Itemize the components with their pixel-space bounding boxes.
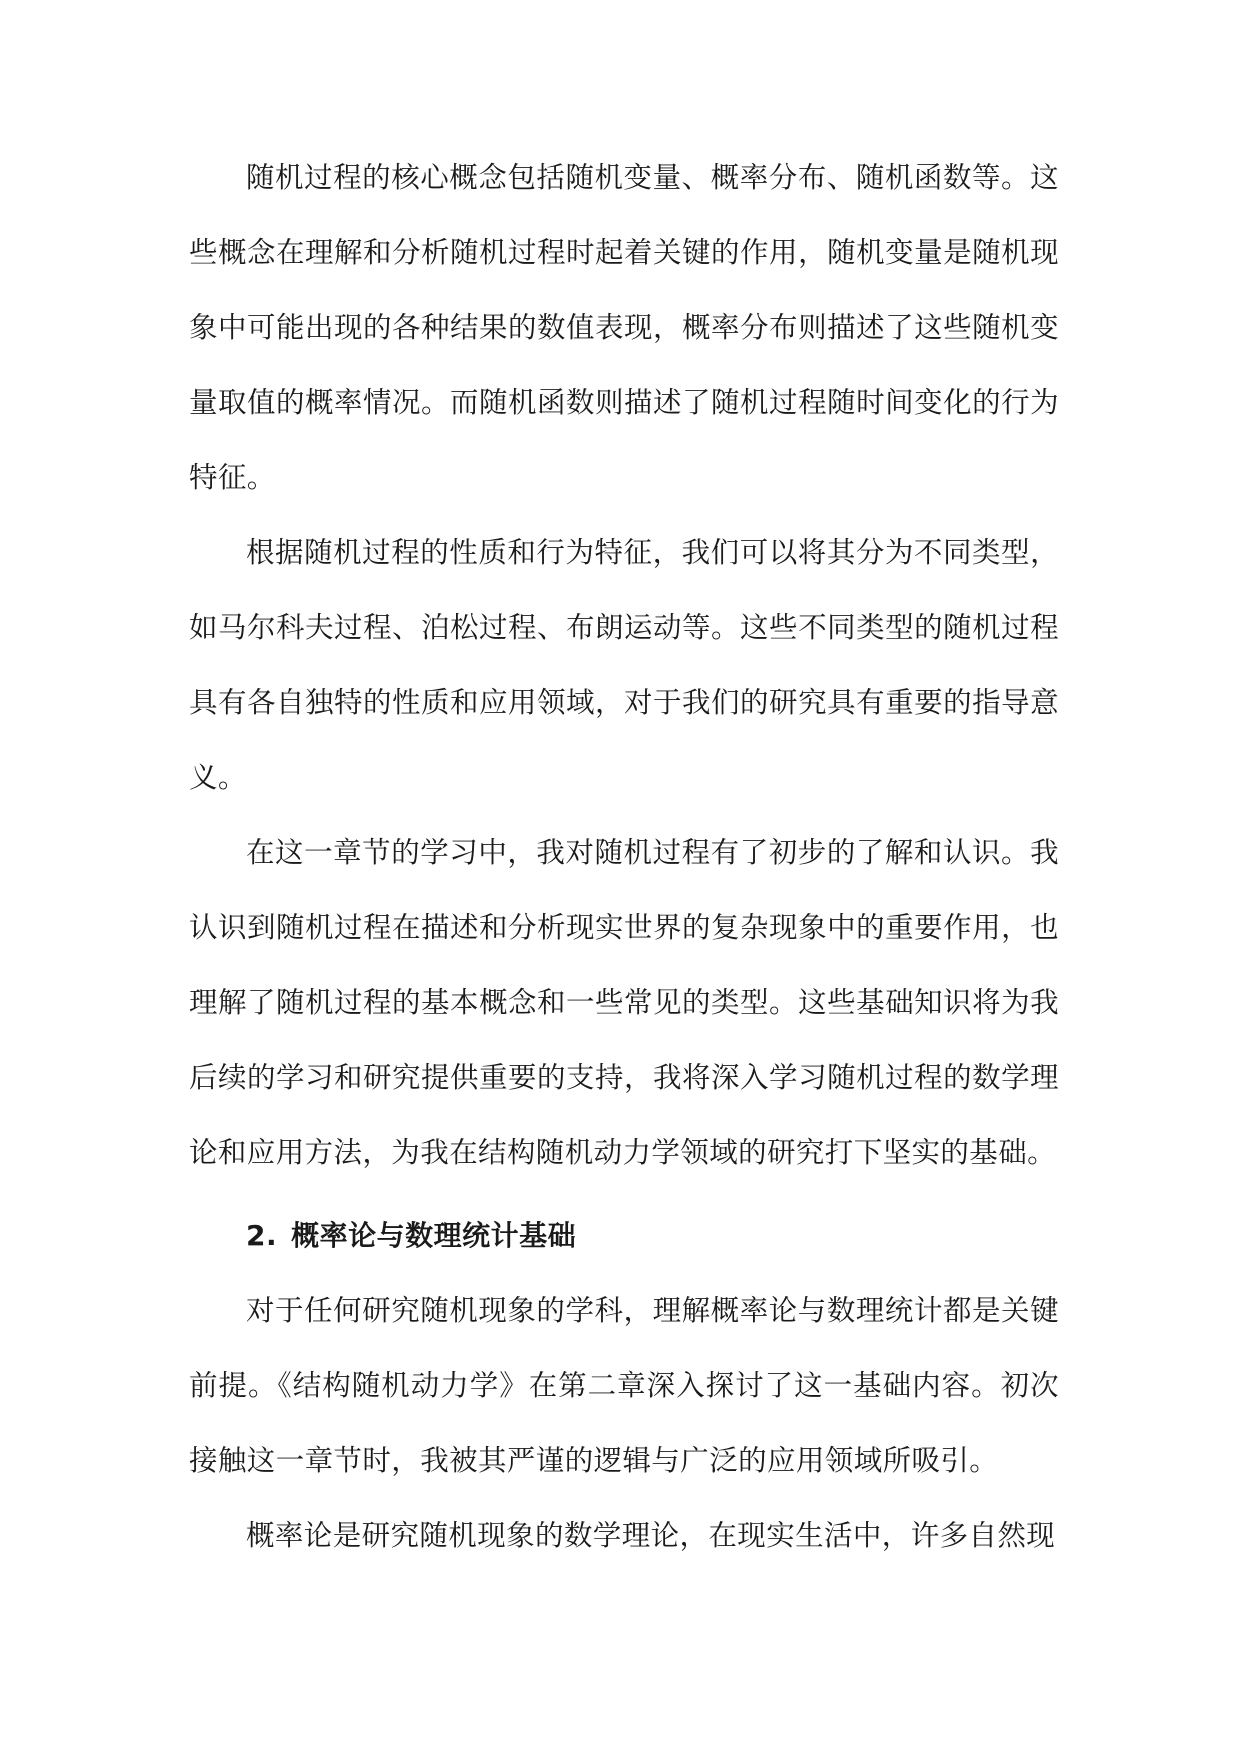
paragraph-chapter-reflection: 在这一章节的学习中，我对随机过程有了初步的了解和认识。我认识到随机过程在描述和分析现实世界的复杂现象中的重要作用，也理解了随机过程的基本概念和一些常见的类型。这些基础知识将为我后续的学习和研究提供重要的支持，我将深入学习随机过程的数学理论和应用方法，为我在结构随机动力学领域的研究打下坚实的基础。 <box>189 836 1059 1169</box>
section-heading <box>189 1198 1059 1273</box>
paragraph-random-process-types: 根据随机过程的性质和行为特征，我们可以将其分为不同类型，如马尔科夫过程、泊松过程、布朗运动等。这些不同类型的随机过程具有各自独特的性质和应用领域，对于我们的研究具有重要的指导意义。 <box>189 536 1059 794</box>
paragraph-probability-intro: 对于任何研究随机现象的学科，理解概率论与数理统计都是关键前提。《结构随机动力学》在第二章深入探讨了这一基础内容。初次接触这一章节时，我被其严谨的逻辑与广泛的应用领域所吸引。 <box>189 1294 1059 1477</box>
paragraph-probability-definition: 概率论是研究随机现象的数学理论，在现实生活中，许多自然现 <box>246 1519 1056 1552</box>
section-title: 概率论与数理统计基础 <box>291 1219 577 1252</box>
paragraph-random-process-concepts: 随机过程的核心概念包括随机变量、概率分布、随机函数等。这些概念在理解和分析随机过程时起着关键的作用，随机变量是随机现象中可能出现的各种结果的数值表现，概率分布则描述了这些随机变量取值的概率情况。而随机函数则描述了随机过程随时间变化的行为特征。 <box>189 161 1059 494</box>
section-number: 2. <box>246 1219 278 1252</box>
document-body <box>189 140 1059 1573</box>
